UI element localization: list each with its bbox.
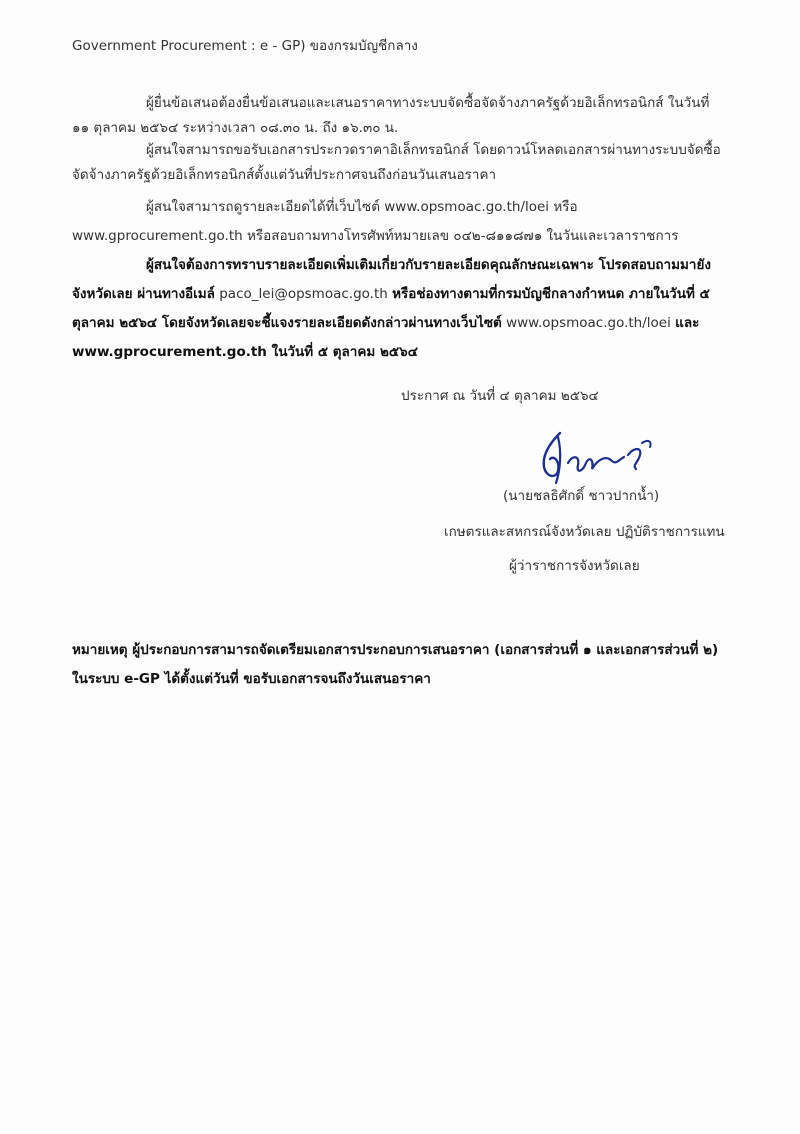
inquiry-line2-tail: หรือช่องทางตามที่กรมบัญชีกลางกำหนด ภายในวันที่ ๕: [392, 286, 710, 302]
inquiry-paragraph-line2: [72, 284, 710, 304]
continuation-line: Government Procurement : e - GP) ของกรมบัญชีกลาง: [72, 38, 418, 54]
handwritten-signature: [528, 425, 668, 495]
website-link-text: www.opsmoac.go.th/loei: [506, 315, 671, 331]
inquiry-paragraph-line1: ผู้สนใจต้องการทราบรายละเอียดเพิ่มเติมเกี่ยวกับรายละเอียดคุณลักษณะเฉพาะ โปรดสอบถามมายัง: [146, 257, 712, 273]
note-line1: หมายเหตุ ผู้ประกอบการสามารถจัดเตรียมเอกสารประกอบการเสนอราคา (เอกสารส่วนที่ ๑ และเอกสารส่วนที่ ๒): [72, 642, 719, 658]
submission-paragraph-line1: ผู้ยื่นข้อเสนอต้องยื่นข้อเสนอและเสนอราคาทางระบบจัดซื้อจัดจ้างภาครัฐด้วยอิเล็กทรอนิกส์ ในวันที่: [146, 95, 710, 111]
contact-paragraph-line2: www.gprocurement.go.th หรือสอบถามทางโทรศัพท์หมายเลข ๐๔๒-๘๑๑๘๗๑ ในวันและเวลาราชการ: [72, 228, 679, 244]
inquiry-line2-lead: จังหวัดเลย ผ่านทางอีเมล์: [72, 286, 215, 302]
note-line2: ในระบบ e-GP ได้ตั้งแต่วันที่ ขอรับเอกสารจนถึงวันเสนอราคา: [72, 671, 431, 687]
inquiry-line3-lead: ตุลาคม ๒๕๖๔ โดยจังหวัดเลย: [72, 315, 247, 331]
contact-paragraph-line1: ผู้สนใจสามารถดูรายละเอียดได้ที่เว็บไซต์ www.opsmoac.go.th/loei หรือ: [146, 199, 578, 215]
inquiry-line3-mid: จะชี้แจงรายละเอียดดังกล่าวผ่านทางเว็บไซต์: [246, 315, 502, 331]
signatory-name: (นายชลธิศักดิ์ ชาวปากน้ำ): [503, 488, 660, 504]
download-paragraph-line1: ผู้สนใจสามารถขอรับเอกสารประกวดราคาอิเล็กทรอนิกส์ โดยดาวน์โหลดเอกสารผ่านทางระบบจัดซื้อ: [146, 142, 721, 158]
signatory-position-line1: เกษตรและสหกรณ์จังหวัดเลย ปฏิบัติราชการแทน: [444, 524, 725, 540]
inquiry-paragraph-line4: www.gprocurement.go.th ในวันที่ ๕ ตุลาคม ๒๕๖๔: [72, 344, 418, 360]
inquiry-line3-and: และ: [675, 315, 700, 331]
inquiry-paragraph-line3: [72, 313, 699, 333]
submission-paragraph-line2: ๑๑ ตุลาคม ๒๕๖๔ ระหว่างเวลา ๐๘.๓๐ น. ถึง ๑๖.๓๐ น.: [72, 120, 399, 136]
download-paragraph-line2: จัดจ้างภาครัฐด้วยอิเล็กทรอนิกส์ตั้งแต่วันที่ประกาศจนถึงก่อนวันเสนอราคา: [72, 167, 497, 183]
email-address: paco_lei@opsmoac.go.th: [219, 286, 388, 302]
announcement-date: ประกาศ ณ วันที่ ๔ ตุลาคม ๒๕๖๔: [401, 388, 599, 404]
signatory-position-line2: ผู้ว่าราชการจังหวัดเลย: [509, 558, 640, 574]
